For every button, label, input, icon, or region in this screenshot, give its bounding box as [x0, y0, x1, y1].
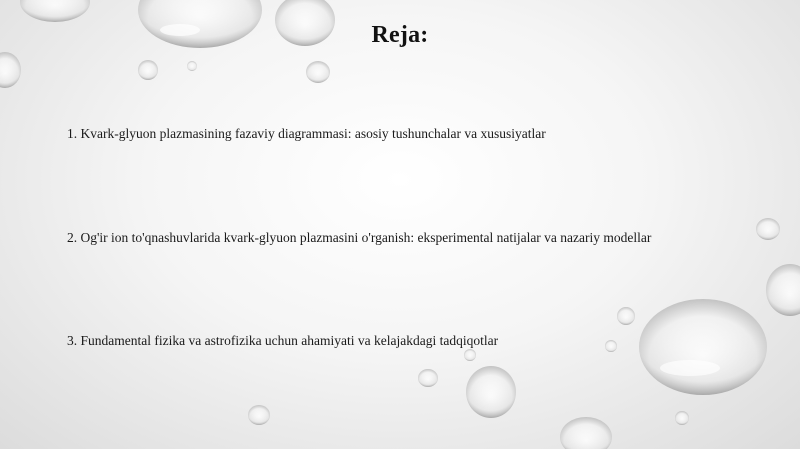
droplet: [248, 405, 270, 425]
droplet: [20, 0, 90, 22]
droplet: [766, 264, 800, 316]
plan-item-2: 2. Og'ir ion to'qnashuvlarida kvark-glyuon plazmasini o'rganish: eksperimental natijalar va nazariy modellar: [67, 230, 652, 245]
plan-item-3: 3. Fundamental fizika va astrofizika uchun ahamiyati va kelajakdagi tadqiqotlar: [67, 333, 499, 348]
droplet: [464, 349, 476, 361]
droplet: [675, 411, 689, 425]
droplet: [605, 340, 617, 352]
droplet: [756, 218, 780, 240]
droplet: [0, 52, 21, 88]
droplet: [639, 299, 767, 395]
droplet: [418, 369, 438, 387]
droplet: [560, 417, 612, 449]
slide-title: Reja:: [371, 22, 429, 48]
droplet: [138, 60, 158, 80]
droplet: [617, 307, 635, 325]
droplet: [306, 61, 330, 83]
droplet: [466, 366, 516, 418]
plan-item-1: 1. Kvark-glyuon plazmasining fazaviy diagrammasi: asosiy tushunchalar va xususiyatlar: [67, 126, 546, 141]
droplet: [187, 61, 197, 71]
